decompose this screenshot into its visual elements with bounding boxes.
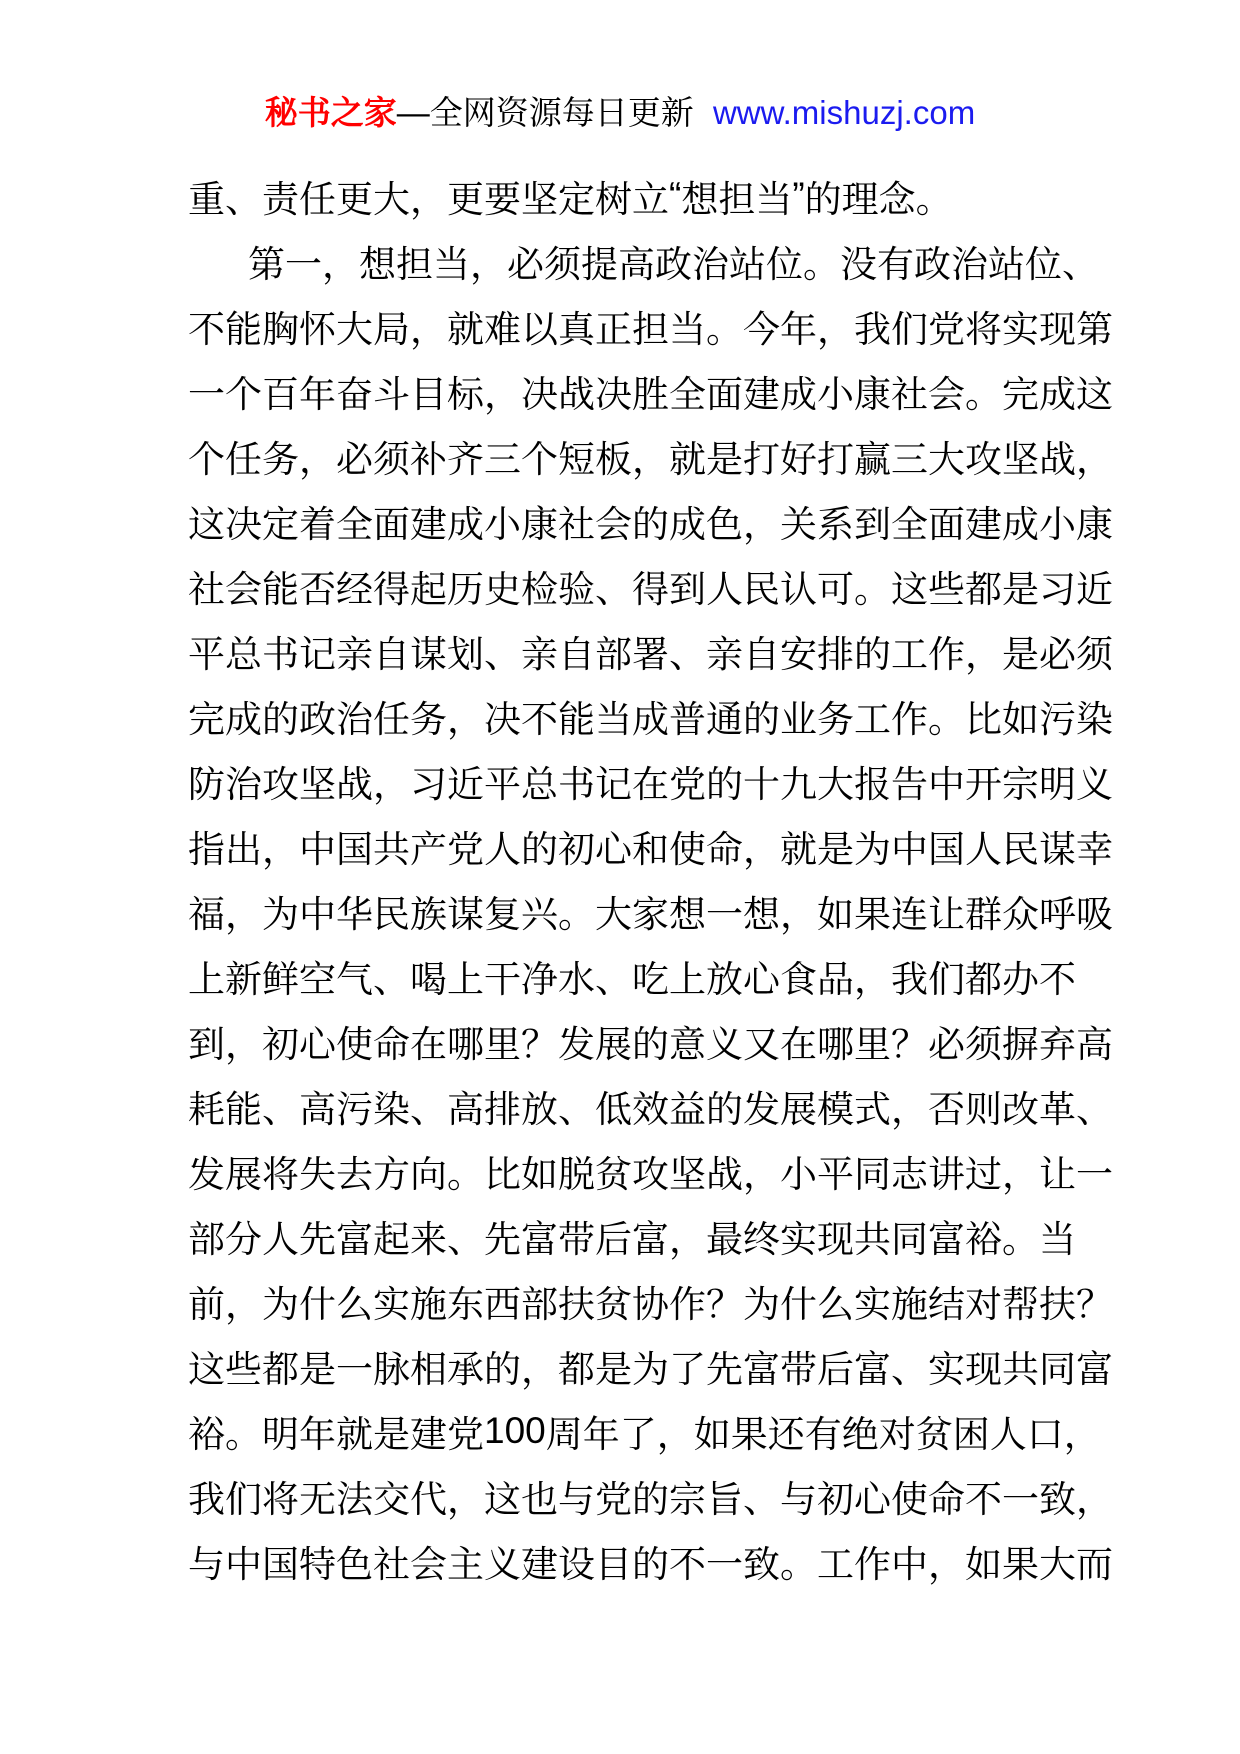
text-line: 上 新 鲜 空 气 、 喝 上 干 净 水 、 吃 上 放 心 食 品 ， 我 们 都 办 不 (188, 958, 1076, 1000)
text-line: 耗 能 、 高 污 染 、 高 排 放 、 低 效 益 的 发 展 模 式 ， 否 则 改 革 、 (188, 1088, 1113, 1130)
text-line: 一 个 百 年 奋 斗 目 标 ， 决 战 决 胜 全 面 建 成 小 康 社 会 。 完 成 这 (188, 373, 1113, 415)
text-line: 福 ， 为 中 华 民 族 谋 复 兴 。 大 家 想 一 想 ， 如 果 连 让 群 众 呼 吸 (188, 893, 1113, 935)
text-line: 这 决 定 着 全 面 建 成 小 康 社 会 的 成 色 ， 关 系 到 全 面 建 成 小 康 (188, 503, 1113, 545)
text-line: 平 总 书 记 亲 自 谋 划 、 亲 自 部 署 、 亲 自 安 排 的 工 作 ， 是 必 须 (188, 633, 1113, 675)
text-line: 到 ， 初 心 使 命 在 哪 里 ？ 发 展 的 意 义 又 在 哪 里 ？ 必 须 摒 弃 高 (188, 1023, 1113, 1065)
text-line: 与 中 国 特 色 社 会 主 义 建 设 目 的 不 一 致 。 工 作 中 ， 如 果 大 而 (188, 1543, 1113, 1585)
text-line: 第 一 ， 想 担 当 ， 必 须 提 高 政 治 站 位 。 没 有 政 治 站 位 、 (248, 243, 1099, 285)
text-line: 个 任 务 ， 必 须 补 齐 三 个 短 板 ， 就 是 打 好 打 赢 三 大 攻 坚 战 ， (188, 438, 1113, 480)
text-line: 社 会 能 否 经 得 起 历 史 检 验 、 得 到 人 民 认 可 。 这 些 都 是 习 近 (188, 568, 1113, 610)
text-line: 防 治 攻 坚 战 ， 习 近 平 总 书 记 在 党 的 十 九 大 报 告 中 开 宗 明 义 (188, 763, 1113, 805)
text-line: 完 成 的 政 治 任 务 ， 决 不 能 当 成 普 通 的 业 务 工 作 。 比 如 污 染 (188, 698, 1113, 740)
text-line: 我 们 将 无 法 交 代 ， 这 也 与 党 的 宗 旨 、 与 初 心 使 命 不 一 致 ， (188, 1478, 1113, 1520)
text-line: 指 出 ， 中 国 共 产 党 人 的 初 心 和 使 命 ， 就 是 为 中 国 人 民 谋 幸 (188, 828, 1113, 870)
text-line: 发 展 将 失 去 方 向 。 比 如 脱 贫 攻 坚 战 ， 小 平 同 志 讲 过 ， 让 一 (188, 1153, 1113, 1195)
text-line: 裕 。 明 年 就 是 建 党 100 周 年 了 ， 如 果 还 有 绝 对 贫 困 人 口 ， (188, 1409, 1101, 1455)
text-line: 这 些 都 是 一 脉 相 承 的 ， 都 是 为 了 先 富 带 后 富 、 实 现 共 同 富 (188, 1348, 1113, 1390)
site-header (0, 86, 1240, 140)
site-brand: 秘书之家 (264, 94, 397, 131)
text-line: 重 、 责 任 更 大 ， 更 要 坚 定 树 立 “ 想 担 当 ” 的 理 念 。 (188, 174, 953, 220)
text-line: 前 ， 为 什 么 实 施 东 西 部 扶 贫 协 作 ？ 为 什 么 实 施 结 对 帮 扶 ？ (188, 1283, 1113, 1325)
header-url: www.mishuzj.com (712, 94, 976, 131)
text-line: 不 能 胸 怀 大 局 ， 就 难 以 真 正 担 当 。 今 年 ， 我 们 党 将 实 现 第 (188, 308, 1113, 350)
header-tagline: —全网资源每日更新 (396, 94, 694, 131)
document-body (188, 163, 1113, 1593)
text-line: 部 分 人 先 富 起 来 、 先 富 带 后 富 ， 最 终 实 现 共 同 富 裕 。 当 (188, 1218, 1076, 1260)
